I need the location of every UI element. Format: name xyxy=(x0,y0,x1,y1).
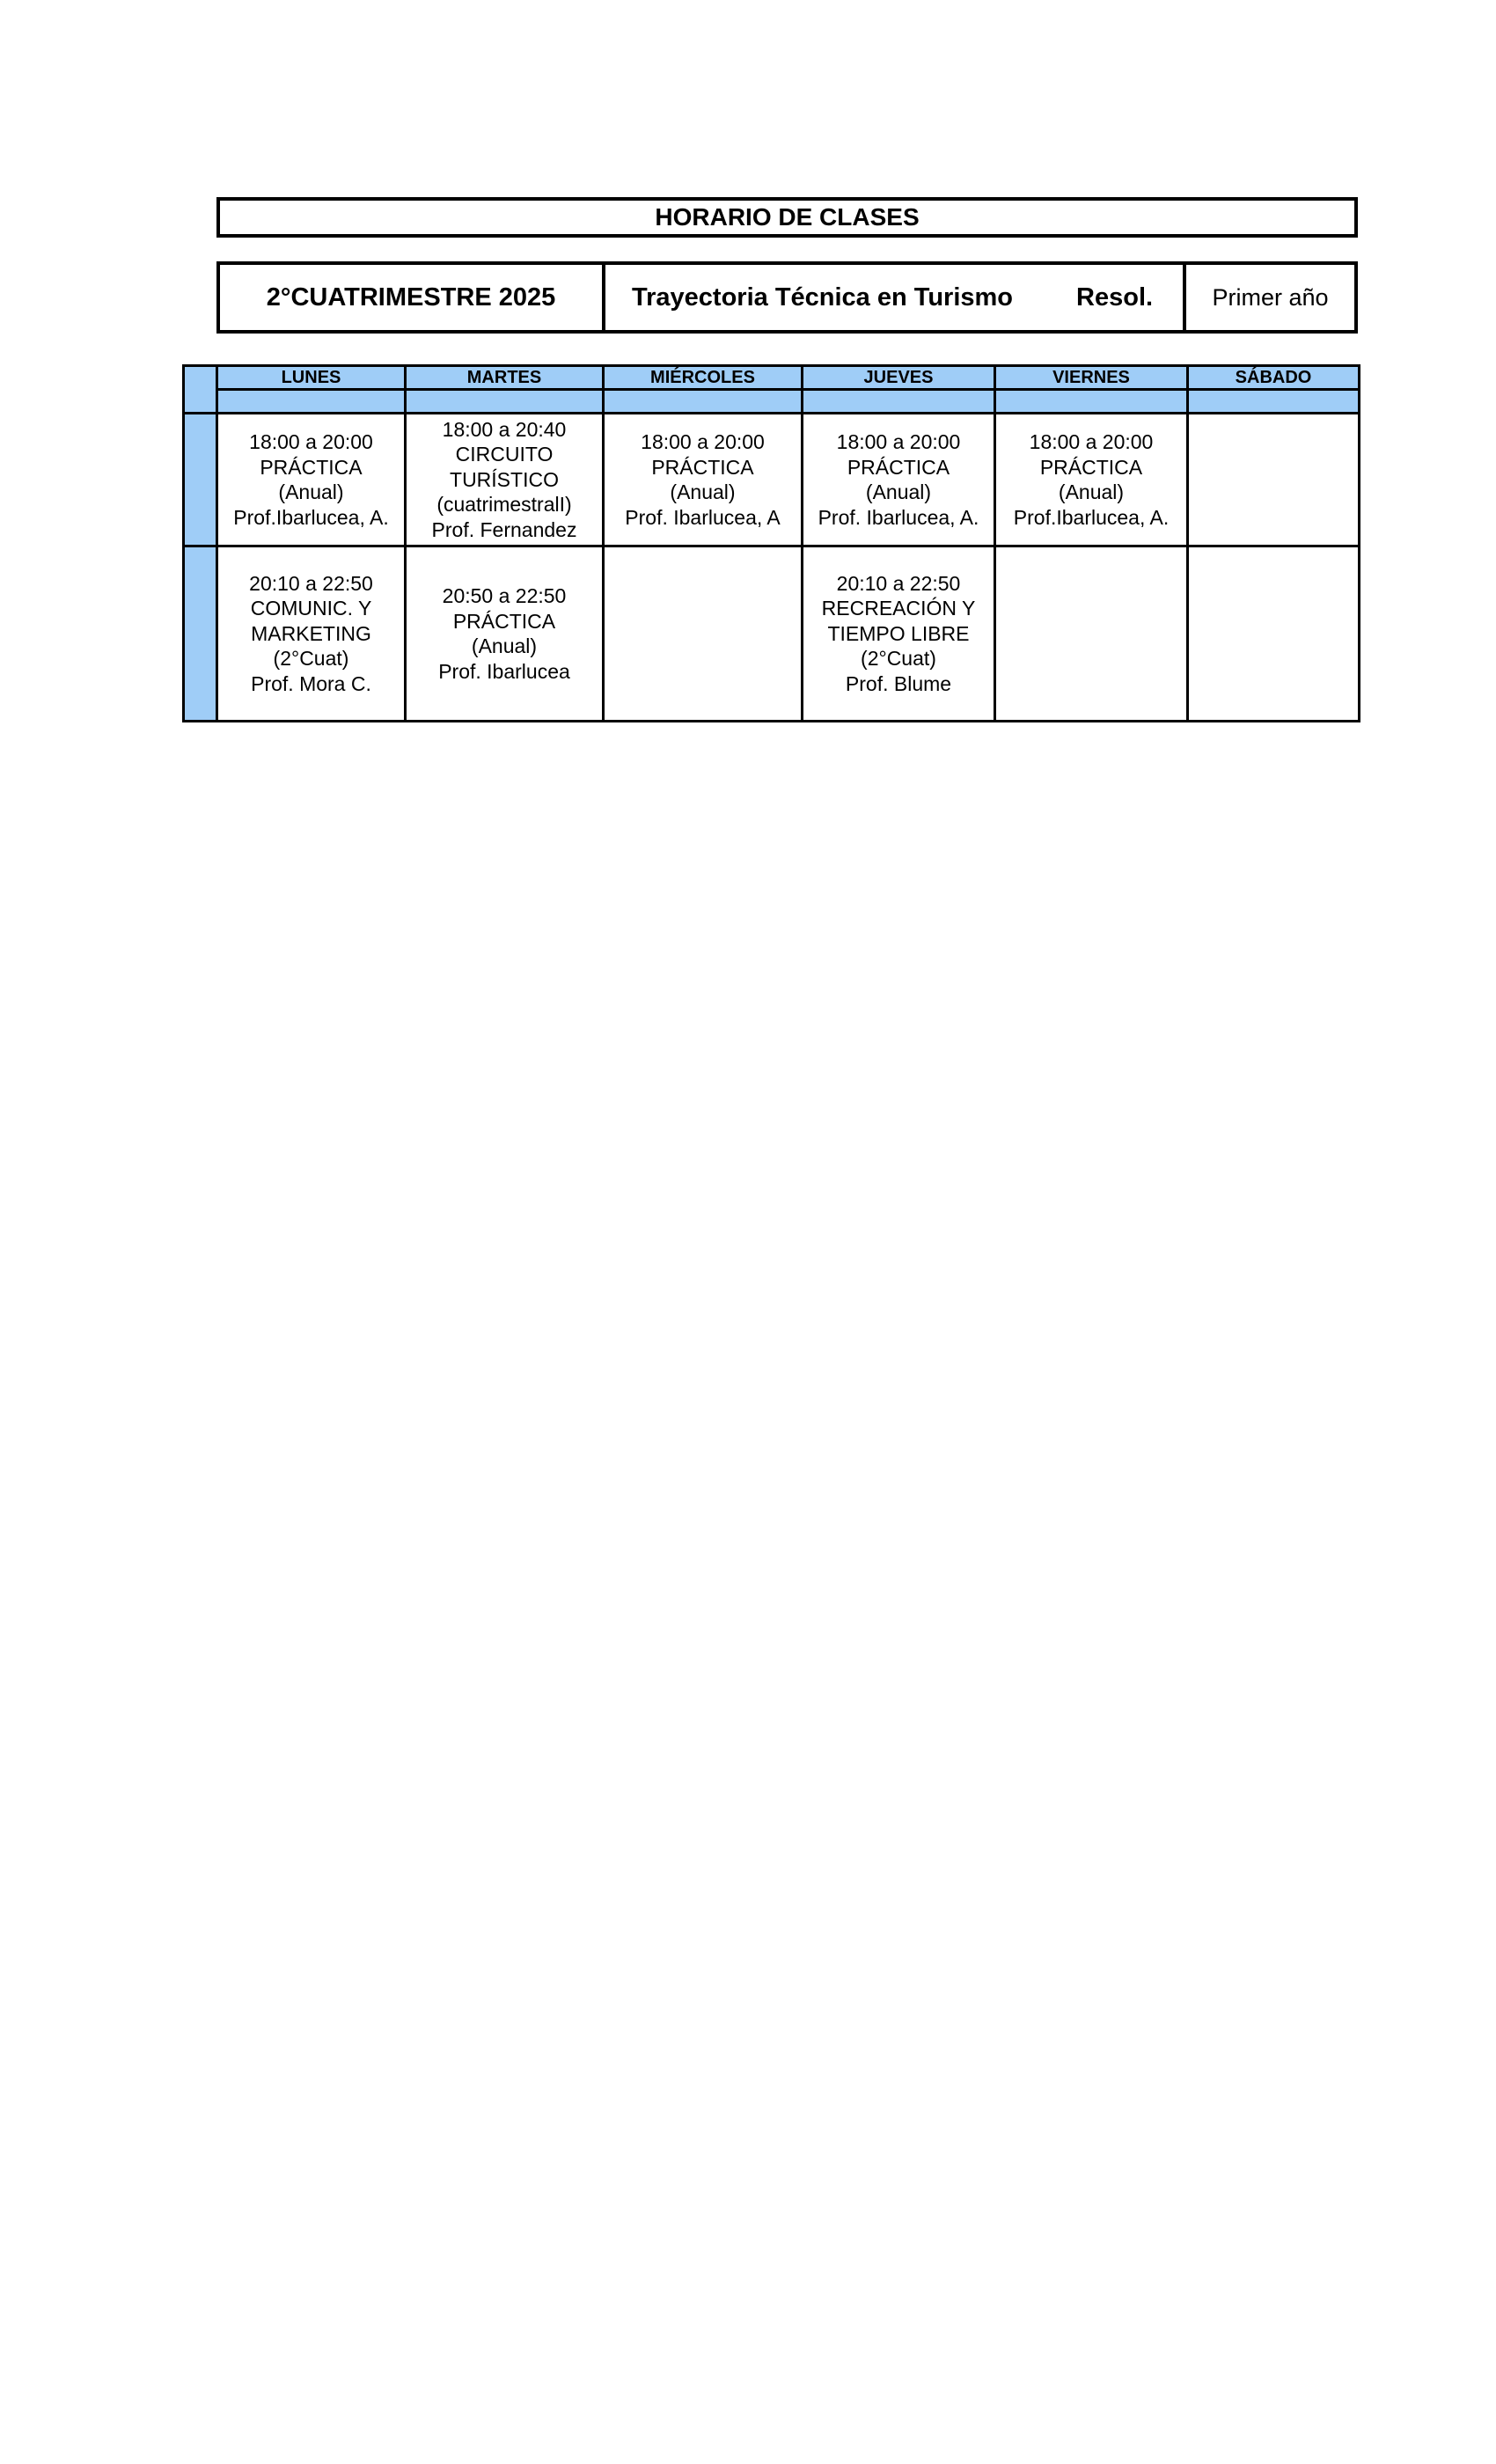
schedule-table xyxy=(182,364,1360,722)
class-line: 18:00 a 20:00 xyxy=(641,430,765,453)
class-line: (Anual) xyxy=(278,480,344,503)
class-cell xyxy=(1188,546,1360,722)
class-cell xyxy=(406,546,604,722)
class-line: RECREACIÓN Y xyxy=(821,597,976,620)
class-line: (2°Cuat) xyxy=(861,647,936,671)
class-line: 20:50 a 22:50 xyxy=(442,584,567,607)
class-line: Prof. Mora C. xyxy=(251,671,371,695)
day-header-lunes: LUNES xyxy=(217,366,406,390)
class-line: 18:00 a 20:40 xyxy=(442,417,567,441)
class-line: PRÁCTICA xyxy=(452,609,556,633)
row-marker xyxy=(184,414,217,546)
spacer-cell xyxy=(604,390,803,414)
spacer-cell xyxy=(995,390,1188,414)
day-header-martes: MARTES xyxy=(406,366,604,390)
class-line: (Anual) xyxy=(670,480,736,503)
class-line: PRÁCTICA xyxy=(1039,455,1143,479)
class-line: PRÁCTICA xyxy=(847,455,950,479)
spacer-cell xyxy=(406,390,604,414)
class-line: (Anual) xyxy=(1058,480,1125,503)
class-line: 20:10 a 22:50 xyxy=(249,571,373,595)
class-cell xyxy=(803,414,995,546)
class-line: 18:00 a 20:00 xyxy=(249,430,373,453)
class-line: Prof. Ibarlucea, A. xyxy=(818,505,979,529)
day-header-jueves: JUEVES xyxy=(803,366,995,390)
class-line: PRÁCTICA xyxy=(260,455,363,479)
track-label-group xyxy=(605,265,1186,330)
class-line: Prof. Ibarlucea, A xyxy=(625,505,781,529)
track-label: Trayectoria Técnica en Turismo xyxy=(632,282,1014,312)
term-label: 2°CUATRIMESTRE 2025 xyxy=(220,265,605,330)
class-line: COMUNIC. Y xyxy=(250,597,372,620)
resol-label: Resol. xyxy=(1076,282,1154,312)
spacer-cell xyxy=(803,390,995,414)
class-cell xyxy=(995,414,1188,546)
schedule-row-1 xyxy=(184,414,1360,546)
info-bar xyxy=(216,261,1358,334)
spacer-cell xyxy=(217,390,406,414)
class-cell xyxy=(217,546,406,722)
class-line: (2°Cuat) xyxy=(273,647,349,671)
class-line: CIRCUITO xyxy=(455,443,554,466)
class-line: Prof. Blume xyxy=(845,671,952,695)
class-line: 20:10 a 22:50 xyxy=(836,571,961,595)
class-line: Prof.Ibarlucea, A. xyxy=(233,505,389,529)
class-line: Prof. Ibarlucea xyxy=(438,659,570,683)
class-cell xyxy=(995,546,1188,722)
spacer-row xyxy=(184,390,1360,414)
class-line: MARKETING xyxy=(251,621,371,645)
day-header-miercoles: MIÉRCOLES xyxy=(604,366,803,390)
class-line: Prof. Fernandez xyxy=(431,517,577,541)
spacer-cell xyxy=(1188,390,1360,414)
schedule-title: HORARIO DE CLASES xyxy=(216,197,1358,238)
class-line: TIEMPO LIBRE xyxy=(827,621,970,645)
corner-cell xyxy=(184,366,217,414)
year-label: Primer año xyxy=(1212,283,1329,311)
class-cell xyxy=(406,414,604,546)
class-line: Prof.Ibarlucea, A. xyxy=(1013,505,1170,529)
class-line: (Anual) xyxy=(865,480,932,503)
class-cell xyxy=(217,414,406,546)
class-cell xyxy=(604,546,803,722)
class-line: 18:00 a 20:00 xyxy=(836,430,961,453)
class-line: 18:00 a 20:00 xyxy=(1029,430,1154,453)
class-line: PRÁCTICA xyxy=(651,455,754,479)
row-marker xyxy=(184,546,217,722)
class-line: TURÍSTICO xyxy=(450,467,559,491)
class-cell xyxy=(1188,414,1360,546)
day-header-viernes: VIERNES xyxy=(995,366,1188,390)
class-cell xyxy=(604,414,803,546)
class-line: (Anual) xyxy=(471,634,538,657)
day-header-sabado: SÁBADO xyxy=(1188,366,1360,390)
schedule-row-2 xyxy=(184,546,1360,722)
day-header-row xyxy=(184,366,1360,390)
class-cell xyxy=(803,546,995,722)
class-line: (cuatrimestralI) xyxy=(436,493,572,517)
